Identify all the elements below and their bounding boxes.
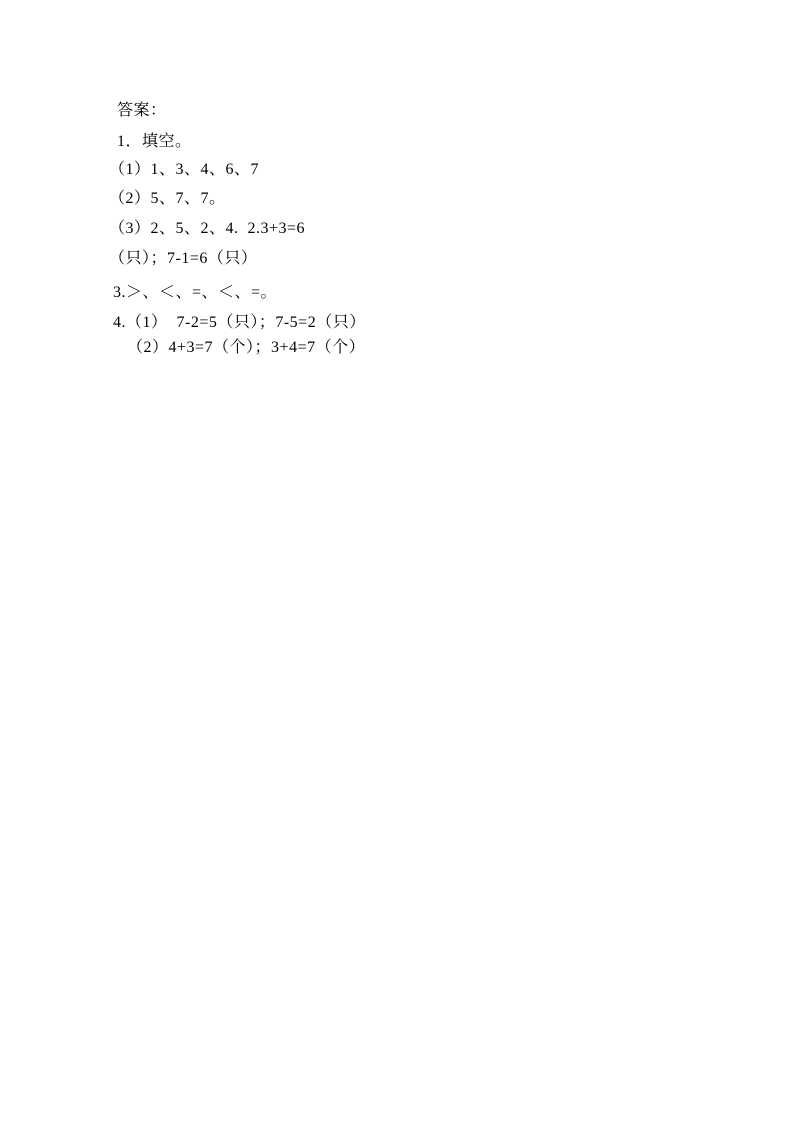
answers-heading: 答案： bbox=[117, 102, 167, 119]
answer-1-1: （1）1、3、4、6、7 bbox=[109, 161, 260, 178]
question-1-heading: 1．填空。 bbox=[117, 133, 192, 150]
answer-3: 3.＞、＜、=、＜、=。 bbox=[113, 284, 278, 301]
answer-2-continuation: （只）；7-1=6（只） bbox=[109, 250, 258, 267]
answer-1-3-and-2: （3）2、5、2、4. 2.3+3=6 bbox=[109, 220, 306, 237]
answer-4-2: （2）4+3=7（个）；3+4=7（个） bbox=[127, 339, 366, 356]
answer-1-2: （2）5、7、7。 bbox=[109, 190, 226, 207]
answer-4-1: 4.（1） 7-2=5（只）；7-5=2（只） bbox=[113, 314, 366, 331]
